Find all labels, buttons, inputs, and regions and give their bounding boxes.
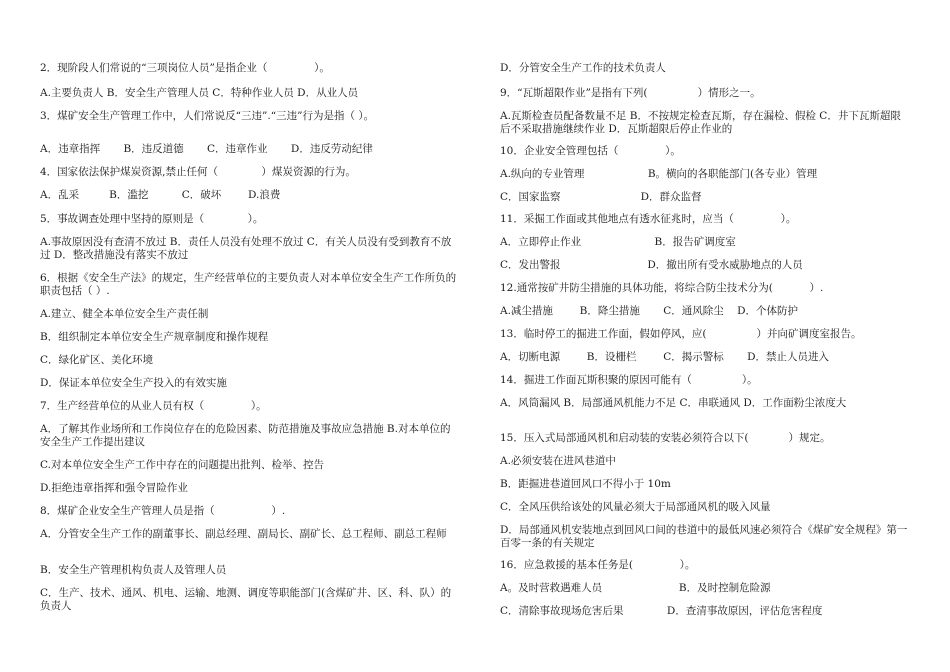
text-line: 8．煤矿企业安全生产管理人员是指（ ）. [40,505,286,517]
text-line: C．全风压供给该处的风量必须大于局部通风机的吸入风量 [500,501,771,513]
text-line: A．乱采 B．滥挖 C．破坏 D.浪费 [40,189,281,201]
text-line: 7．生产经营单位的从业人员有权（ ）。 [40,400,267,412]
text-line: 12.通常按矿井防尘措施的具体功能，将综合防尘技术分为( ）. [500,282,824,294]
text-line: 4．国家依法保护煤炭资源,禁止任何（ ）煤炭资源的行为。 [40,166,356,178]
text-line: 13．临时停工的掘进工作面，假如停风，应( ）并向矿调度室报告。 [500,328,862,340]
text-line: C.对本单位安全生产工作中存在的问题提出批判、检举、控告 [40,459,324,471]
text-line: 6．根据《安全生产法》的规定，生产经营单位的主要负责人对本单位安全生产工作所负的职责包括（ ）. [40,272,457,297]
text-line: C．生产、技术、通风、机电、运输、地测、调度等职能部门(含煤矿井、区、科、队）的负责人 [40,587,452,612]
text-line: 5．事故调查处理中坚持的原则是（ ）。 [40,213,264,225]
text-line: A.瓦斯检查员配备数量不足 B．不按规定检查瓦斯，存在漏检、假检 C．井下瓦斯超限后不采取措施继续作业 D．瓦斯超限后停止作业的 [500,110,901,135]
text-line: 14．掘进工作面瓦斯积聚的原因可能有（ ）。 [500,374,758,386]
text-line: C．国家监察 D．群众监督 [500,191,702,203]
text-line: A．立即停止作业 B．报告矿调度室 [500,236,736,248]
text-line: C．发出警报 D．撤出所有受水威胁地点的人员 [500,259,803,271]
text-line: B．安全生产管理机构负责人及管理人员 [40,564,227,576]
text-line: A.主要负责人 B．安全生产管理人员 C．特种作业人员 D．从业人员 [40,87,359,99]
text-line: A.必须安装在进风巷道中 [500,455,616,467]
text-line: A.纵向的专业管理 B。横向的各职能部门(各专业）管理 [500,168,818,180]
text-line: B．距掘进巷道回风口不得小于 10m [500,478,671,490]
text-line: 9．“瓦斯超限作业”是指有下列( ）情形之一。 [500,87,761,99]
text-line: 11．采掘工作面或其他地点有透水征兆时，应当（ ）。 [500,213,797,225]
text-line: 16．应急救援的基本任务是( ）。 [500,559,696,571]
text-line: A。及时营救遇难人员 B．及时控制危险源 [500,582,771,594]
text-line: 10．企业安全管理包括（ ）。 [500,145,681,157]
text-line: A.减尘措施 B．降尘措施 C．通风除尘 D．个体防护 [500,305,799,317]
text-line: D．保证本单位安全生产投入的有效实施 [40,377,227,389]
text-line: C．绿化矿区、美化环境 [40,354,154,366]
text-line: B．组织制定本单位安全生产规章制度和操作规程 [40,331,269,343]
text-line: 3．煤矿安全生产管理工作中，人们常说反“三违”.“三违”行为是指（ ）。 [40,110,375,122]
text-line: D.拒绝违章指挥和强令冒险作业 [40,482,188,494]
text-line: A．分管安全生产工作的副董事长、副总经理、副局长、副矿长、总工程师、副总工程师 [40,528,447,540]
text-line: C．清除事故现场危害后果 D．查清事故原因，评估危害程度 [500,605,823,617]
text-line: D．分管安全生产工作的技术负责人 [500,62,666,74]
text-line: D．局部通风机安装地点到回风口间的巷道中的最低风速必须符合《煤矿安全规程》第一百零一条的有关规定 [500,524,908,549]
text-line: A.事故原因没有查清不放过 B．责任人员没有处理不放过 C．有关人员没有受到教育不放过 D．整改措施没有落实不放过 [40,236,452,261]
text-line: A．风筒漏风 B．局部通风机能力不足 C．串联通风 D．工作面粉尘浓度大 [500,397,847,409]
text-line: A．违章指挥 B．违反道德 C．违章作业 D．违反劳动纪律 [40,143,373,155]
text-line: A.建立、健全本单位安全生产责任制 [40,308,209,320]
text-line: 2．现阶段人们常说的“三项岗位人员”是指企业（ ）。 [40,62,330,74]
text-line: A．切断电源 B．设栅栏 C．揭示警标 D．禁止人员进入 [500,351,830,363]
text-line: A．了解其作业场所和工作岗位存在的危险因素、防范措施及事故应急措施 B.对本单位的安全生产工作提出建议 [40,423,451,448]
text-line: 15．压入式局部通风机和启动装的安装必须符合以下( ）规定。 [500,432,831,444]
